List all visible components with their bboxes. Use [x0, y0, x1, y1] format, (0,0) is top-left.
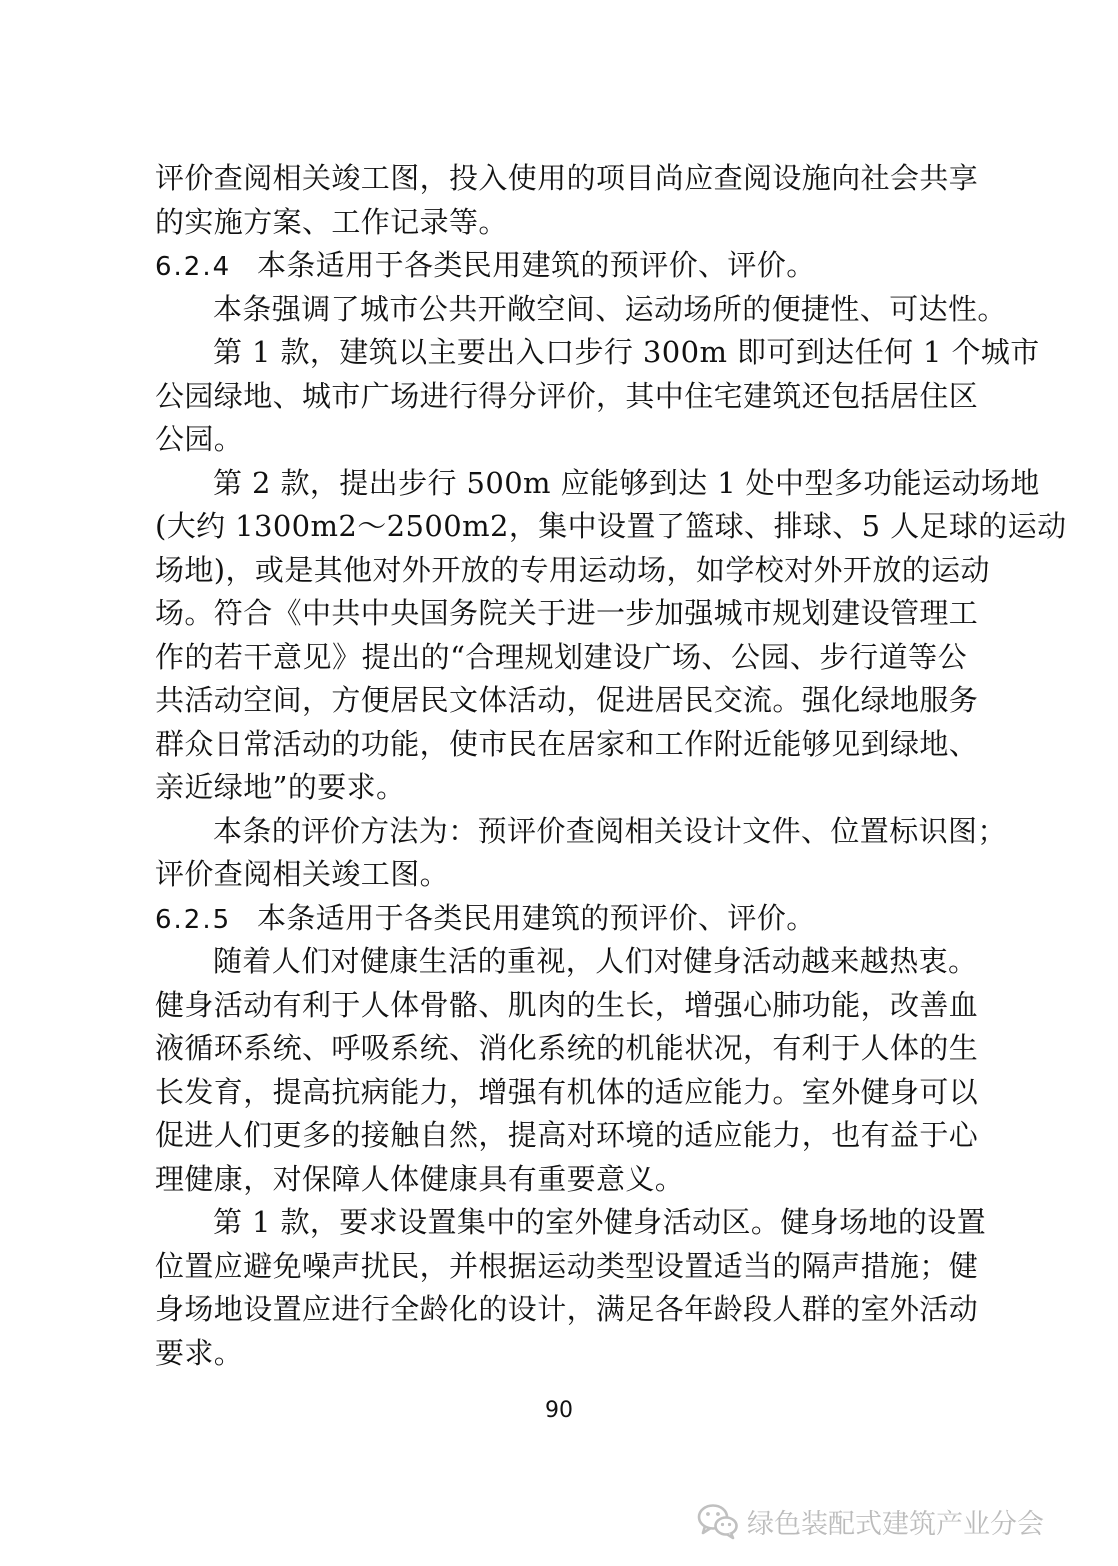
wechat-icon — [697, 1503, 739, 1539]
text-line: 长发育，提高抗病能力，增强有机体的适应能力。室外健身可以 — [155, 1074, 979, 1109]
text-line: 第 1 款，要求设置集中的室外健身活动区。健身场地的设置 — [213, 1205, 987, 1239]
text-line: 第 2 款，提出步行 500m 应能够到达 1 处中型多功能运动场地 — [213, 465, 1040, 500]
page-number: 90 — [545, 1398, 573, 1423]
watermark — [697, 1496, 1044, 1546]
text-line: 场。符合《中共中央国务院关于进一步加强城市规划建设管理工 — [155, 596, 979, 630]
text-line: 共活动空间，方便居民文体活动，促进居民交流。强化绿地服务 — [155, 683, 979, 717]
watermark-text: 绿色装配式建筑产业分会 — [747, 1508, 1044, 1540]
text-line: 公园。 — [155, 422, 244, 456]
text-line: 身场地设置应进行全龄化的设计，满足各年龄段人群的室外活动 — [155, 1292, 979, 1326]
paragraph — [155, 331, 1040, 462]
section-number: 6.2.5 — [155, 904, 232, 935]
text-line: 要求。 — [155, 1335, 244, 1370]
text-line: 评价查阅相关竣工图，投入使用的项目尚应查阅设施向社会共享 — [155, 161, 979, 195]
text-line: 场地)，或是其他对外开放的专用运动场，如学校对外开放的运动 — [155, 552, 990, 587]
text-line: 本条强调了城市公共开敞空间、运动场所的便捷性、可达性。 — [213, 291, 1007, 326]
text-line: 位置应避免噪声扰民，并根据运动类型设置适当的隔声措施；健 — [155, 1248, 979, 1283]
section-number: 6.2.4 — [155, 252, 232, 282]
text-line: 随着人们对健康生活的重视，人们对健身活动越来越热衷。 — [213, 944, 978, 978]
paragraph — [155, 810, 1007, 897]
page-body — [155, 157, 1067, 1375]
paragraph — [155, 940, 979, 1201]
section-heading-6-2-5 — [155, 897, 967, 941]
paragraph — [155, 462, 1067, 810]
section-heading-text: 本条适用于各类民用建筑的预评价、评价。 — [257, 900, 816, 935]
text-line: 本条的评价方法为：预评价查阅相关设计文件、位置标识图； — [213, 813, 1007, 848]
text-line: (大约 1300m2～2500m2，集中设置了篮球、排球、5 人足球的运动 — [155, 509, 1067, 543]
text-line: 评价查阅相关竣工图。 — [155, 857, 450, 891]
section-heading-6-2-4 — [155, 244, 967, 288]
text-line: 液循环系统、呼吸系统、消化系统的机能状况，有利于人体的生 — [155, 1031, 979, 1065]
text-line: 作的若干意见》提出的“合理规划建设广场、公园、步行道等公 — [155, 639, 967, 674]
text-line: 群众日常活动的功能，使市民在居家和工作附近能够见到绿地、 — [155, 726, 979, 761]
text-line: 理健康，对保障人体健康具有重要意义。 — [155, 1161, 685, 1196]
text-line: 的实施方案、工作记录等。 — [155, 204, 508, 239]
continued-paragraph — [155, 157, 979, 244]
text-line: 促进人们更多的接触自然，提高对环境的适应能力，也有益于心 — [155, 1118, 979, 1152]
paragraph — [155, 1201, 987, 1375]
text-line: 亲近绿地”的要求。 — [155, 770, 406, 804]
text-line: 第 1 款，建筑以主要出入口步行 300m 即可到达任何 1 个城市 — [213, 335, 1040, 369]
text-line: 健身活动有利于人体骨骼、肌肉的生长，增强心肺功能，改善血 — [155, 987, 979, 1022]
section-heading-text: 本条适用于各类民用建筑的预评价、评价。 — [257, 248, 816, 282]
text-line: 公园绿地、城市广场进行得分评价，其中住宅建筑还包括居住区 — [155, 378, 979, 413]
paragraph — [155, 288, 1007, 332]
